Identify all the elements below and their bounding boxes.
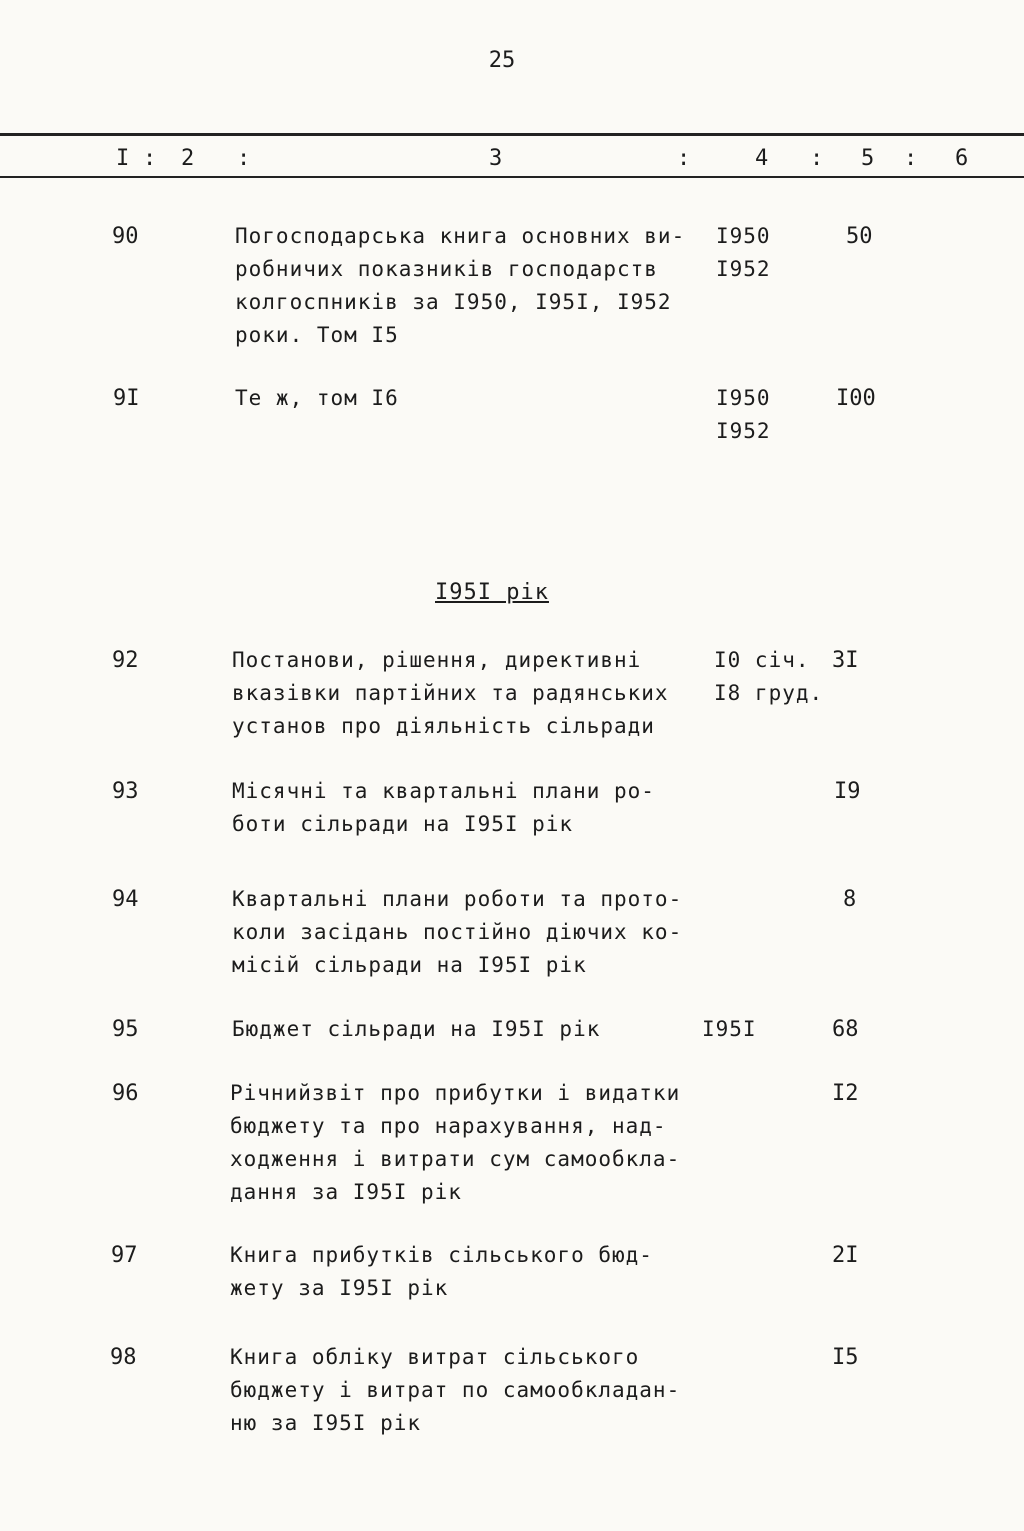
title-line: жету за I95I рік (230, 1276, 449, 1300)
header-top-rule (0, 133, 1024, 136)
item-dates (714, 644, 823, 710)
item-title (230, 1077, 680, 1209)
page-number: 25 (488, 48, 516, 73)
item-dates (716, 220, 771, 286)
header-separator: : (677, 146, 691, 171)
section-title-year: I95I рік (435, 580, 549, 605)
item-sheets: I9 (834, 779, 861, 804)
header-separator: : (904, 146, 918, 171)
title-line: бюджету та про нарахування, над- (230, 1114, 667, 1138)
item-title (230, 1341, 680, 1440)
header-separator: : (810, 146, 824, 171)
title-line: роки. Том I5 (235, 323, 399, 347)
title-line: колгоспників за I950, I95I, I952 (235, 290, 672, 314)
title-line: установ про діяльність сільради (232, 714, 655, 738)
item-number: 9I (113, 386, 140, 411)
item-number: 90 (112, 224, 139, 249)
item-sheets: I5 (832, 1345, 859, 1370)
header-separator: : (237, 146, 251, 171)
item-number: 94 (112, 887, 139, 912)
item-number: 96 (112, 1081, 139, 1106)
header-col-6: 6 (955, 146, 969, 171)
date-line: I95I (702, 1017, 757, 1041)
item-number: 95 (112, 1017, 139, 1042)
item-dates (702, 1013, 757, 1046)
title-line: Книга прибутків сільського бюд- (230, 1243, 653, 1267)
title-line: робничих показників господарств (235, 257, 658, 281)
item-title (232, 1013, 600, 1046)
header-col-2: 2 (181, 146, 195, 171)
date-line: I952 (716, 419, 771, 443)
date-line: I950 (716, 386, 771, 410)
title-line: ню за I95I рік (230, 1411, 422, 1435)
header-col-1: I (116, 146, 130, 171)
item-title (232, 644, 669, 743)
title-line: вказівки партійних та радянських (232, 681, 669, 705)
item-title (235, 382, 399, 415)
title-line: бюджету і витрат по самообкладан- (230, 1378, 681, 1402)
item-title (232, 775, 655, 841)
title-line: дання за I95I рік (230, 1180, 462, 1204)
title-line: Книга обліку витрат сільського (230, 1345, 640, 1369)
header-col-3: 3 (489, 146, 503, 171)
title-line: Квартальні плани роботи та прото- (232, 887, 683, 911)
date-line: I952 (716, 257, 771, 281)
item-title (232, 883, 682, 982)
title-line: Те ж, том I6 (235, 386, 399, 410)
title-line: Річнийзвіт про прибутки і видатки (230, 1081, 681, 1105)
date-line: I950 (716, 224, 771, 248)
header-col-4: 4 (755, 146, 769, 171)
item-sheets: 50 (846, 224, 873, 249)
item-number: 93 (112, 779, 139, 804)
item-sheets: 2I (832, 1243, 859, 1268)
title-line: Бюджет сільради на I95I рік (232, 1017, 601, 1041)
item-dates (716, 382, 771, 448)
item-number: 97 (111, 1243, 138, 1268)
title-line: коли засідань постійно діючих ко- (232, 920, 683, 944)
item-title (235, 220, 685, 352)
title-line: Місячні та квартальні плани ро- (232, 779, 655, 803)
item-title (230, 1239, 653, 1305)
item-sheets: 3I (832, 648, 859, 673)
item-sheets: 8 (843, 887, 857, 912)
item-sheets: I00 (836, 386, 876, 411)
header-separator: : (143, 146, 157, 171)
date-line: I8 груд. (714, 681, 824, 705)
title-line: місій сільради на I95I рік (232, 953, 587, 977)
item-number: 92 (112, 648, 139, 673)
item-sheets: I2 (832, 1081, 859, 1106)
header-bottom-rule (0, 176, 1024, 178)
item-number: 98 (110, 1345, 137, 1370)
title-line: ходження і витрати сум самообкла- (230, 1147, 681, 1171)
date-line: I0 січ. (714, 648, 810, 672)
title-line: боти сільради на I95I рік (232, 812, 574, 836)
item-sheets: 68 (832, 1017, 859, 1042)
title-line: Постанови, рішення, директивні (232, 648, 642, 672)
header-col-5: 5 (861, 146, 875, 171)
title-line: Погосподарська книга основних ви- (235, 224, 686, 248)
